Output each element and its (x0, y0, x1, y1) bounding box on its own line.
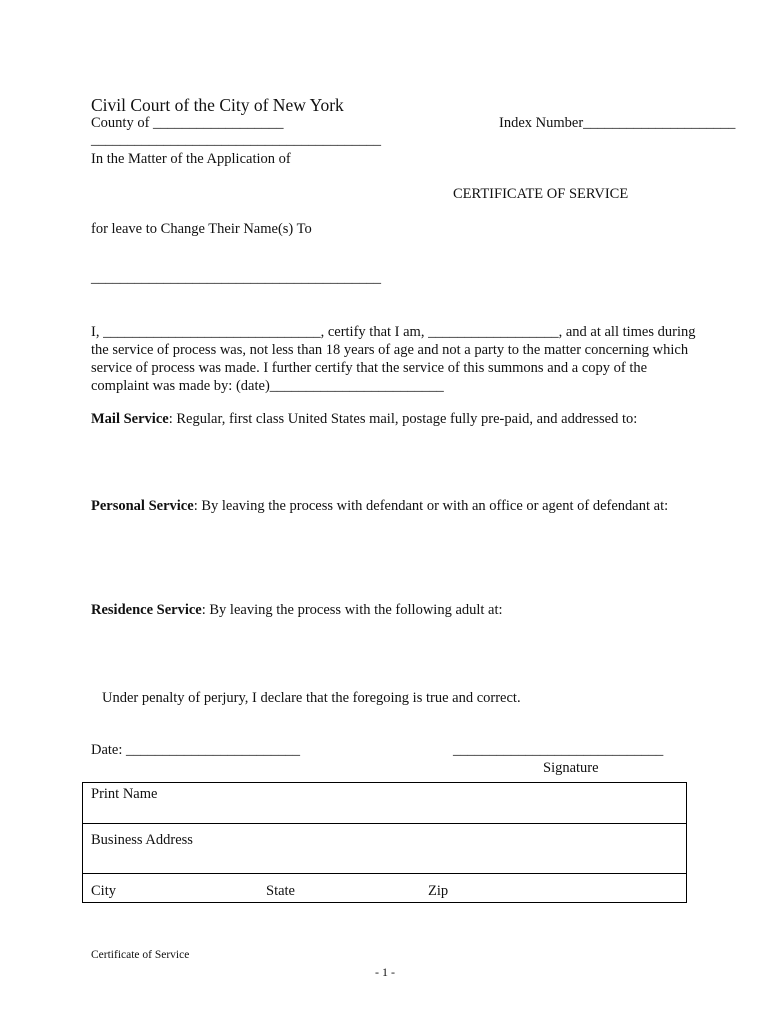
certification-paragraph: I, ______________________________, certify that I am, __________________, and at all times during the service of process was, not less than 18 years of age and not a party to the matter concerning which service of process was made. I further certify that the service of this summons and a copy of the complaint was made by: (date)________________________ (91, 324, 696, 394)
date-field[interactable]: Date: ________________________ (91, 742, 301, 758)
residence-service-paragraph (91, 601, 701, 619)
business-address-label: Business Address (91, 832, 193, 848)
certificate-title: CERTIFICATE OF SERVICE (453, 186, 629, 202)
personal-service-label: Personal Service (91, 498, 194, 514)
mail-service-text: : Regular, first class United States mail, postage fully pre-paid, and addressed to: (168, 411, 638, 427)
residence-service-label: Residence Service (91, 602, 202, 618)
perjury-statement: Under penalty of perjury, I declare that the foregoing is true and correct. (102, 690, 521, 706)
caption-separator-line: ________________________________________ (91, 132, 381, 148)
index-number-field[interactable]: Index Number_____________________ (499, 115, 736, 131)
state-label: State (266, 883, 295, 899)
page-number: - 1 - (375, 965, 395, 979)
residence-service-text: : By leaving the process with the following adult at: (201, 602, 503, 618)
zip-label: Zip (428, 883, 449, 899)
signer-info-table (82, 782, 687, 903)
signature-label: Signature (543, 760, 599, 776)
leave-line: for leave to Change Their Name(s) To (91, 221, 312, 237)
city-label: City (91, 883, 116, 899)
print-name-label: Print Name (91, 786, 158, 802)
matter-line: In the Matter of the Application of (91, 151, 291, 167)
mail-service-label: Mail Service (91, 411, 169, 427)
county-field[interactable]: County of __________________ (91, 115, 284, 131)
footer-document-name: Certificate of Service (91, 949, 190, 961)
personal-service-text: : By leaving the process with defendant or with an office or agent of defendant at: (193, 498, 669, 514)
mail-service-paragraph (91, 410, 701, 428)
table-divider (83, 823, 686, 824)
signature-field[interactable]: _____________________________ (453, 742, 664, 758)
applicant-name-field[interactable]: ________________________________________ (91, 270, 381, 286)
table-divider (83, 873, 686, 874)
court-title: Civil Court of the City of New York (91, 95, 344, 115)
personal-service-paragraph (91, 497, 701, 515)
